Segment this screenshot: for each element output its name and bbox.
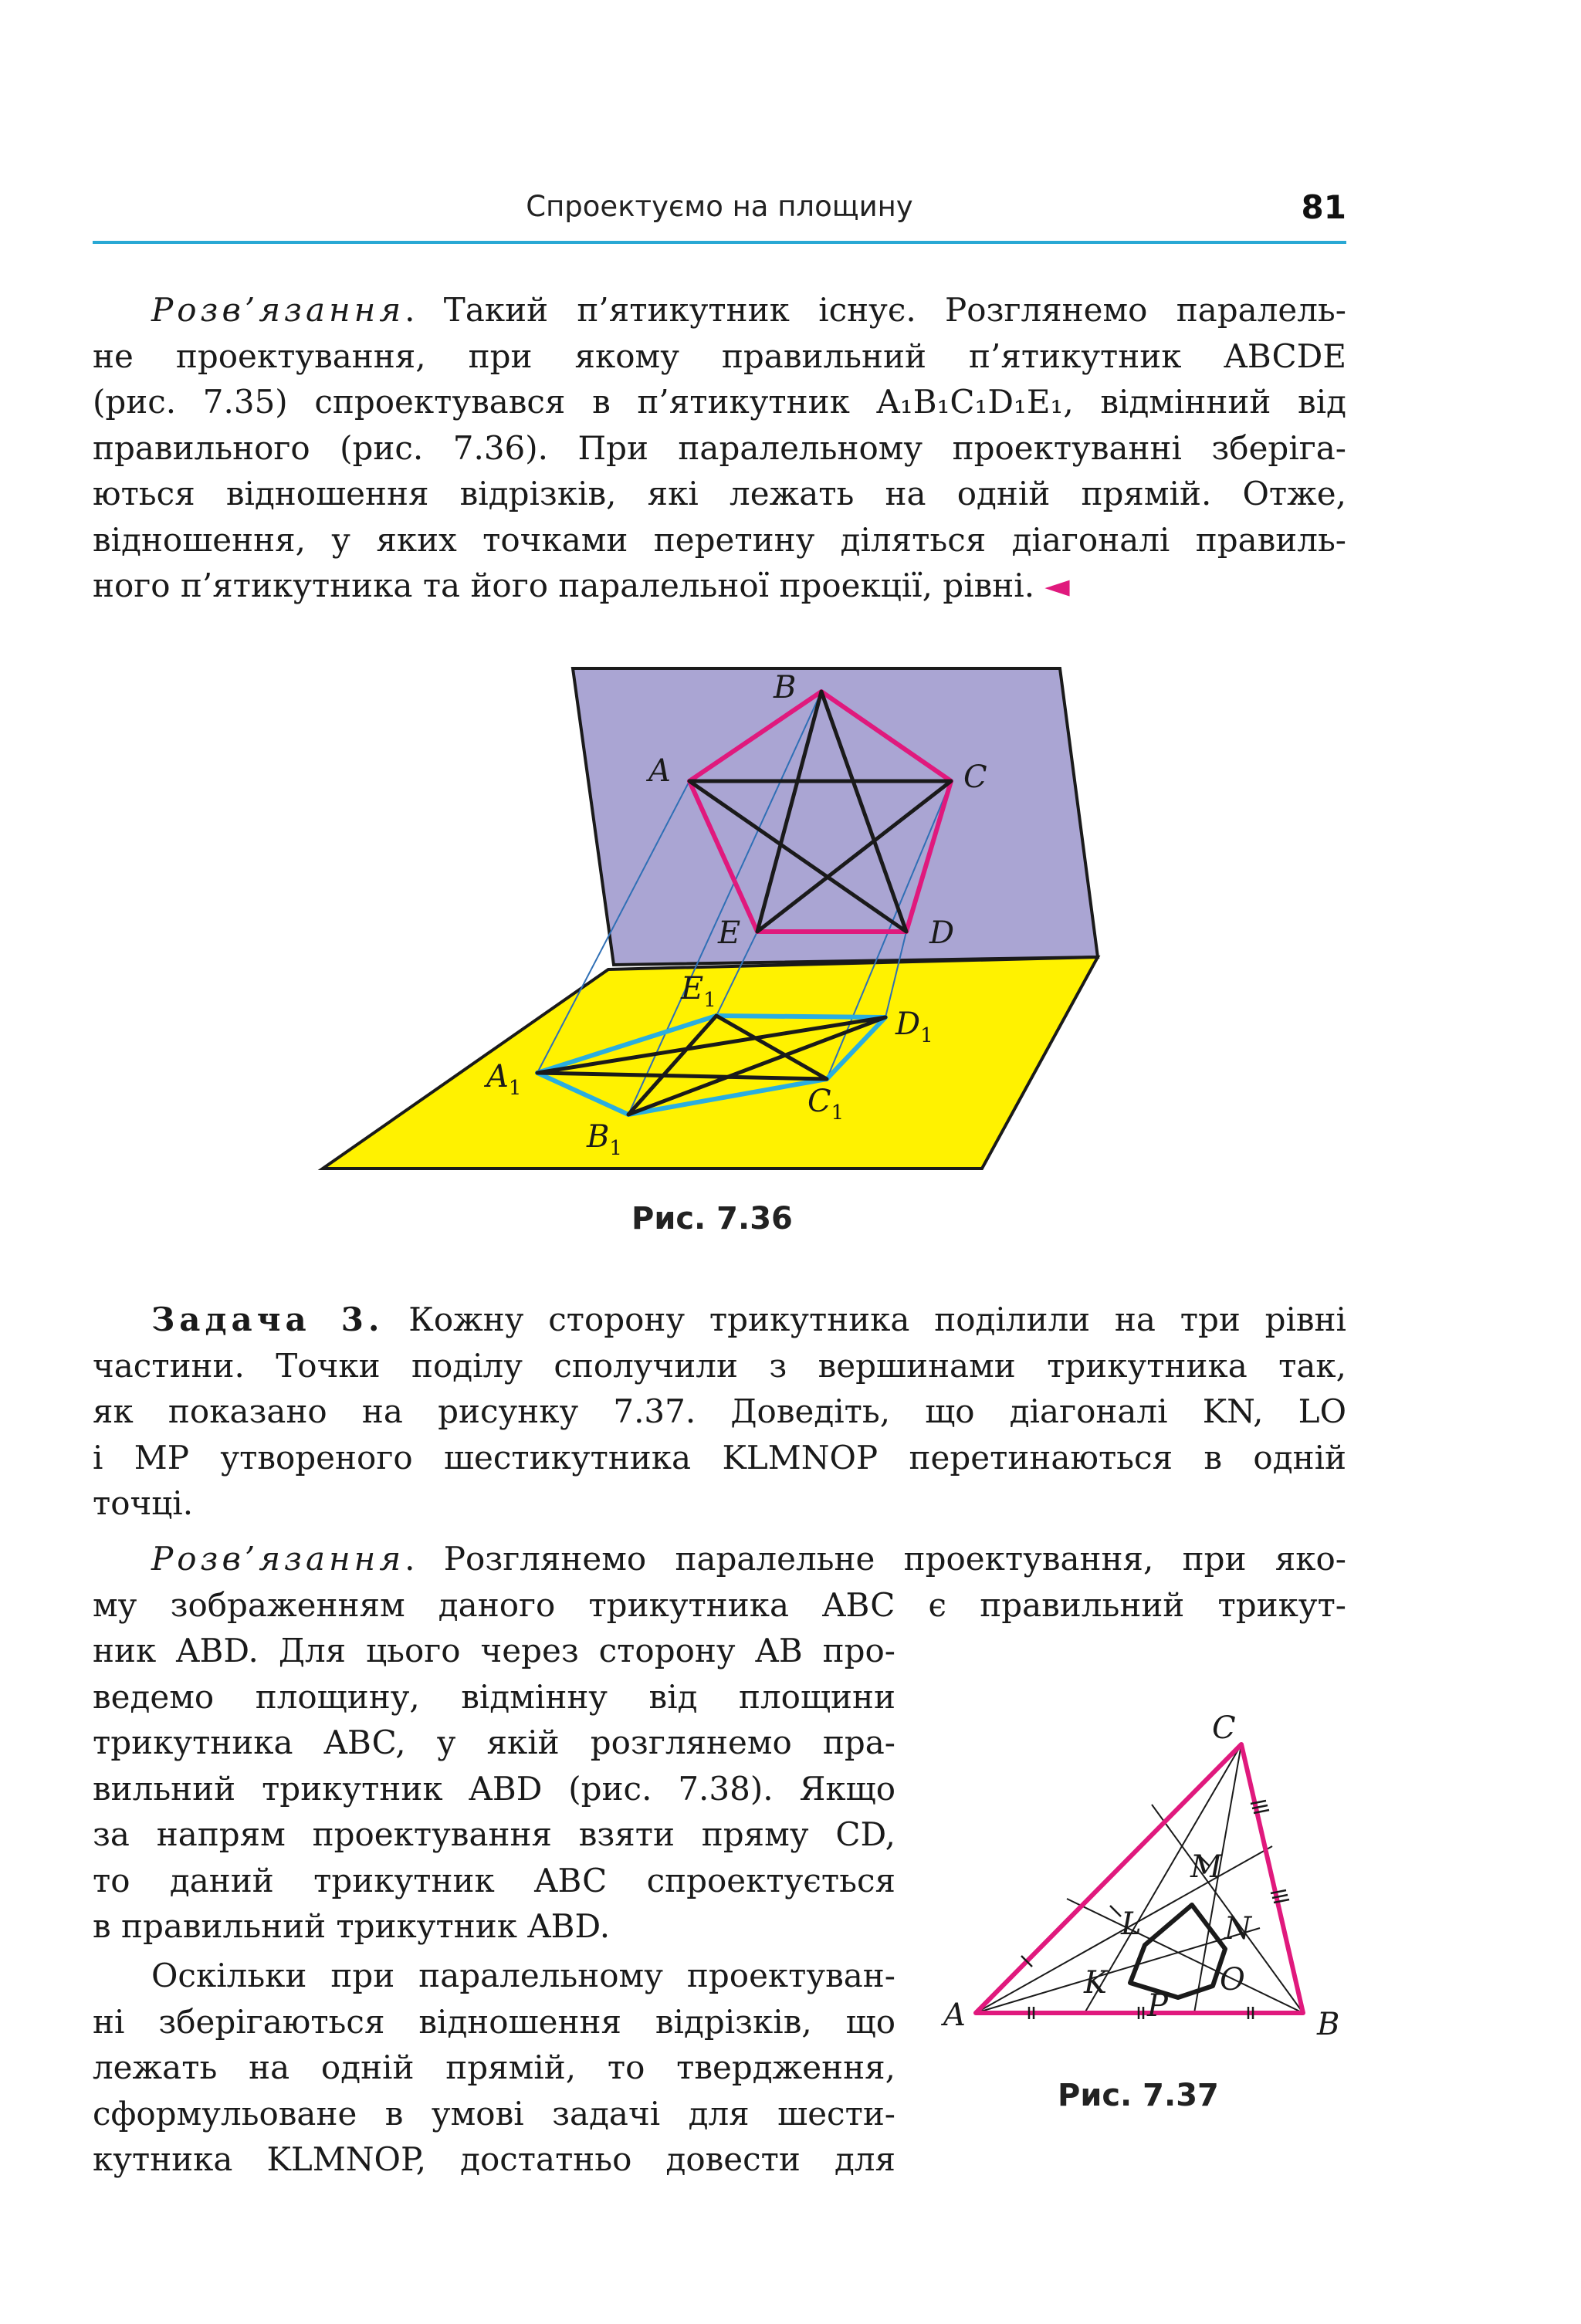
text-line: ник ABD. Для цього через сторону AB про- [93, 1632, 895, 1669]
text-run: Кожну сторону трикутника поділили на три рівні [384, 1301, 1346, 1338]
text-line: за напрям проектування взяти пряму CD, [93, 1815, 895, 1853]
text-line [93, 563, 1346, 609]
label-B1: $B_1$ [587, 1119, 622, 1160]
label-C1: $C_1$ [807, 1084, 845, 1125]
running-title: Спроектуємо на площину [526, 190, 913, 223]
text-line: правильного (рис. 7.36). При паралельному проектуванні зберіга- [93, 428, 1346, 467]
solution-1-paragraph [93, 287, 1346, 609]
text-line: в правильний трикутник ABD. [93, 1907, 611, 1945]
text-line: ються відношення відрізків, які лежать на одній прямій. Отже, [93, 475, 1346, 512]
solution-label: Розв’язання [151, 291, 405, 329]
text-line: і MP утвореного шестикутника KLMNOP перетинаються в одній [93, 1438, 1346, 1477]
label-A: A [943, 1998, 966, 2033]
label-M: M [1190, 1849, 1222, 1885]
text-run: . Такий п’ятикутник існує. Розглянемо паралель- [405, 291, 1346, 329]
text-line: ведемо площину, відмінну від площини [93, 1677, 895, 1716]
label-A: A [648, 753, 671, 789]
label-N: N [1224, 1911, 1251, 1947]
label-D: D [929, 915, 955, 951]
text-line: сформульоване в умові задачі для шести- [93, 2094, 895, 2133]
figure-7-36-caption: Рис. 7.36 [631, 1201, 793, 1236]
upper-plane [573, 668, 1098, 965]
label-P: P [1147, 1988, 1168, 2024]
text-line: то даний трикутник ABC спроектується [93, 1861, 895, 1899]
text-line: му зображенням даного трикутника ABC є правильний трикут- [93, 1585, 1346, 1624]
label-L: L [1121, 1906, 1142, 1942]
end-of-proof-marker: ◄ [1044, 567, 1070, 604]
text-line: Оскільки при паралельному проектуван- [151, 1957, 895, 1994]
label-B: B [1317, 2007, 1340, 2042]
figure-7-37-caption: Рис. 7.37 [1058, 2078, 1219, 2113]
text-line: частини. Точки поділу сполучили з вершинами трикутника так, [93, 1346, 1346, 1385]
label-E: E [718, 915, 741, 951]
figure-7-36 [309, 656, 1127, 1181]
text-line: ні зберігаються відношення відрізків, що [93, 2002, 895, 2041]
text-line [93, 1297, 1346, 1343]
figure-7-37 [926, 1690, 1359, 2069]
text-line: лежать на одній прямій, то твердження, [93, 2048, 895, 2086]
triangle-ABC [976, 1744, 1303, 2013]
text-line: вильний трикутник ABD (рис. 7.38). Якщо [93, 1769, 895, 1808]
text-run: . Розглянемо паралельне проектування, при яко- [405, 1540, 1346, 1578]
text-run: ного п’ятикутника та його паралельної проекції, рівні. [93, 567, 1035, 604]
text-line: точці. [93, 1484, 194, 1522]
label-D1: $D_1$ [895, 1006, 933, 1047]
text-line [93, 1536, 1346, 1582]
label-A1: $A_1$ [486, 1059, 522, 1100]
label-C: C [1212, 1710, 1236, 1746]
label-E1: $E_1$ [681, 971, 716, 1012]
text-line: не проектування, при якому правильний п’ятикутник ABCDE [93, 337, 1346, 375]
text-line: як показано на рисунку 7.37. Доведіть, що діагоналі KN, LO [93, 1392, 1346, 1430]
text-line: (рис. 7.35) спроектувався в п’ятикутник A₁B₁C₁D₁E₁, відмінний від [93, 383, 1346, 421]
text-line: трикутника ABC, у якій розглянемо пра- [93, 1724, 895, 1761]
header-rule [93, 241, 1346, 244]
label-O: O [1220, 1962, 1245, 1998]
label-K: K [1084, 1965, 1107, 2001]
problem-3-paragraph [93, 1297, 1346, 1527]
problem-label: Задача 3. [151, 1301, 384, 1338]
text-line [93, 287, 1346, 333]
label-B: B [774, 670, 797, 705]
text-line: кутника KLMNOP, достатньо довести для [93, 2140, 895, 2178]
page-number: 81 [1301, 188, 1346, 226]
text-line: відношення, у яких точками перетину діляться діагоналі правиль- [93, 520, 1346, 559]
cevian-lines [976, 1744, 1303, 2013]
label-C: C [963, 759, 987, 795]
solution-label: Розв’язання [151, 1540, 405, 1578]
running-head [93, 185, 1346, 232]
